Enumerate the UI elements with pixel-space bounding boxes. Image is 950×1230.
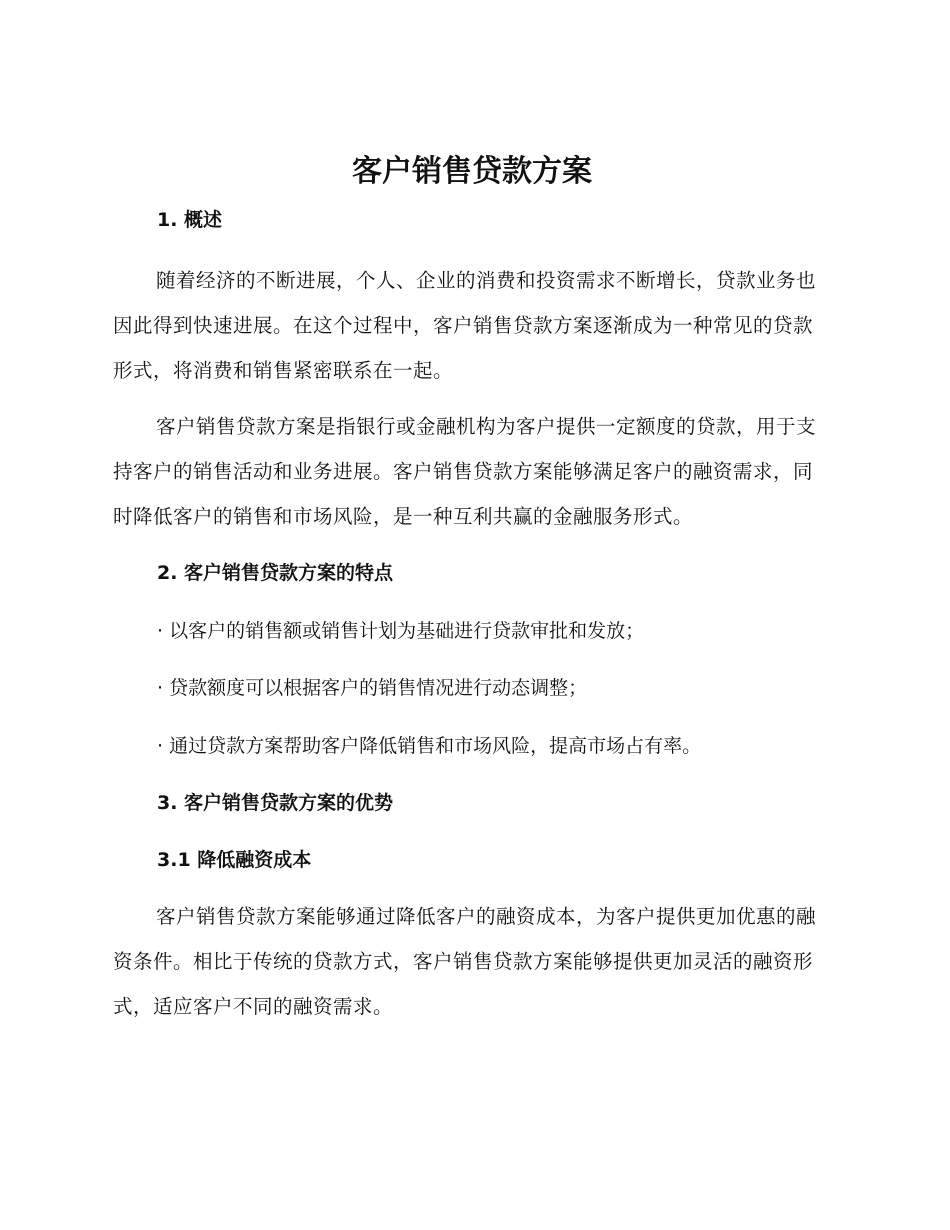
- section-heading-overview: 1. 概述: [157, 209, 223, 231]
- feature-bullet-3: · 通过贷款方案帮助客户降低销售和市场风险，提高市场占有率。: [157, 735, 702, 757]
- paragraph-lower-cost: 客户销售贷款方案能够通过降低客户的融资成本，为客户提供更加优惠的融资条件。相比于传统的贷款方式，客户销售贷款方案能够提供更加灵活的融资形式，适应客户不同的融资需求。: [113, 905, 817, 1018]
- section-heading-advantages: 3. 客户销售贷款方案的优势: [157, 792, 394, 814]
- paragraph-overview-1: 随着经济的不断进展，个人、企业的消费和投资需求不断增长，贷款业务也因此得到快速进展。在这个过程中，客户销售贷款方案逐渐成为一种常见的贷款形式，将消费和销售紧密联系在一起。: [113, 269, 817, 382]
- section-heading-features: 2. 客户销售贷款方案的特点: [157, 562, 394, 584]
- document-title: 客户销售贷款方案: [352, 154, 592, 189]
- feature-bullet-2: · 贷款额度可以根据客户的销售情况进行动态调整；: [157, 677, 588, 699]
- feature-bullet-1: · 以客户的销售额或销售计划为基础进行贷款审批和发放；: [157, 620, 645, 642]
- paragraph-overview-2: 客户销售贷款方案是指银行或金融机构为客户提供一定额度的贷款，用于支持客户的销售活动和业务进展。客户销售贷款方案能够满足客户的融资需求，同时降低客户的销售和市场风险，是一种互利共赢的金融服务形式。: [113, 415, 817, 528]
- subsection-heading-lower-cost: 3.1 降低融资成本: [157, 849, 312, 871]
